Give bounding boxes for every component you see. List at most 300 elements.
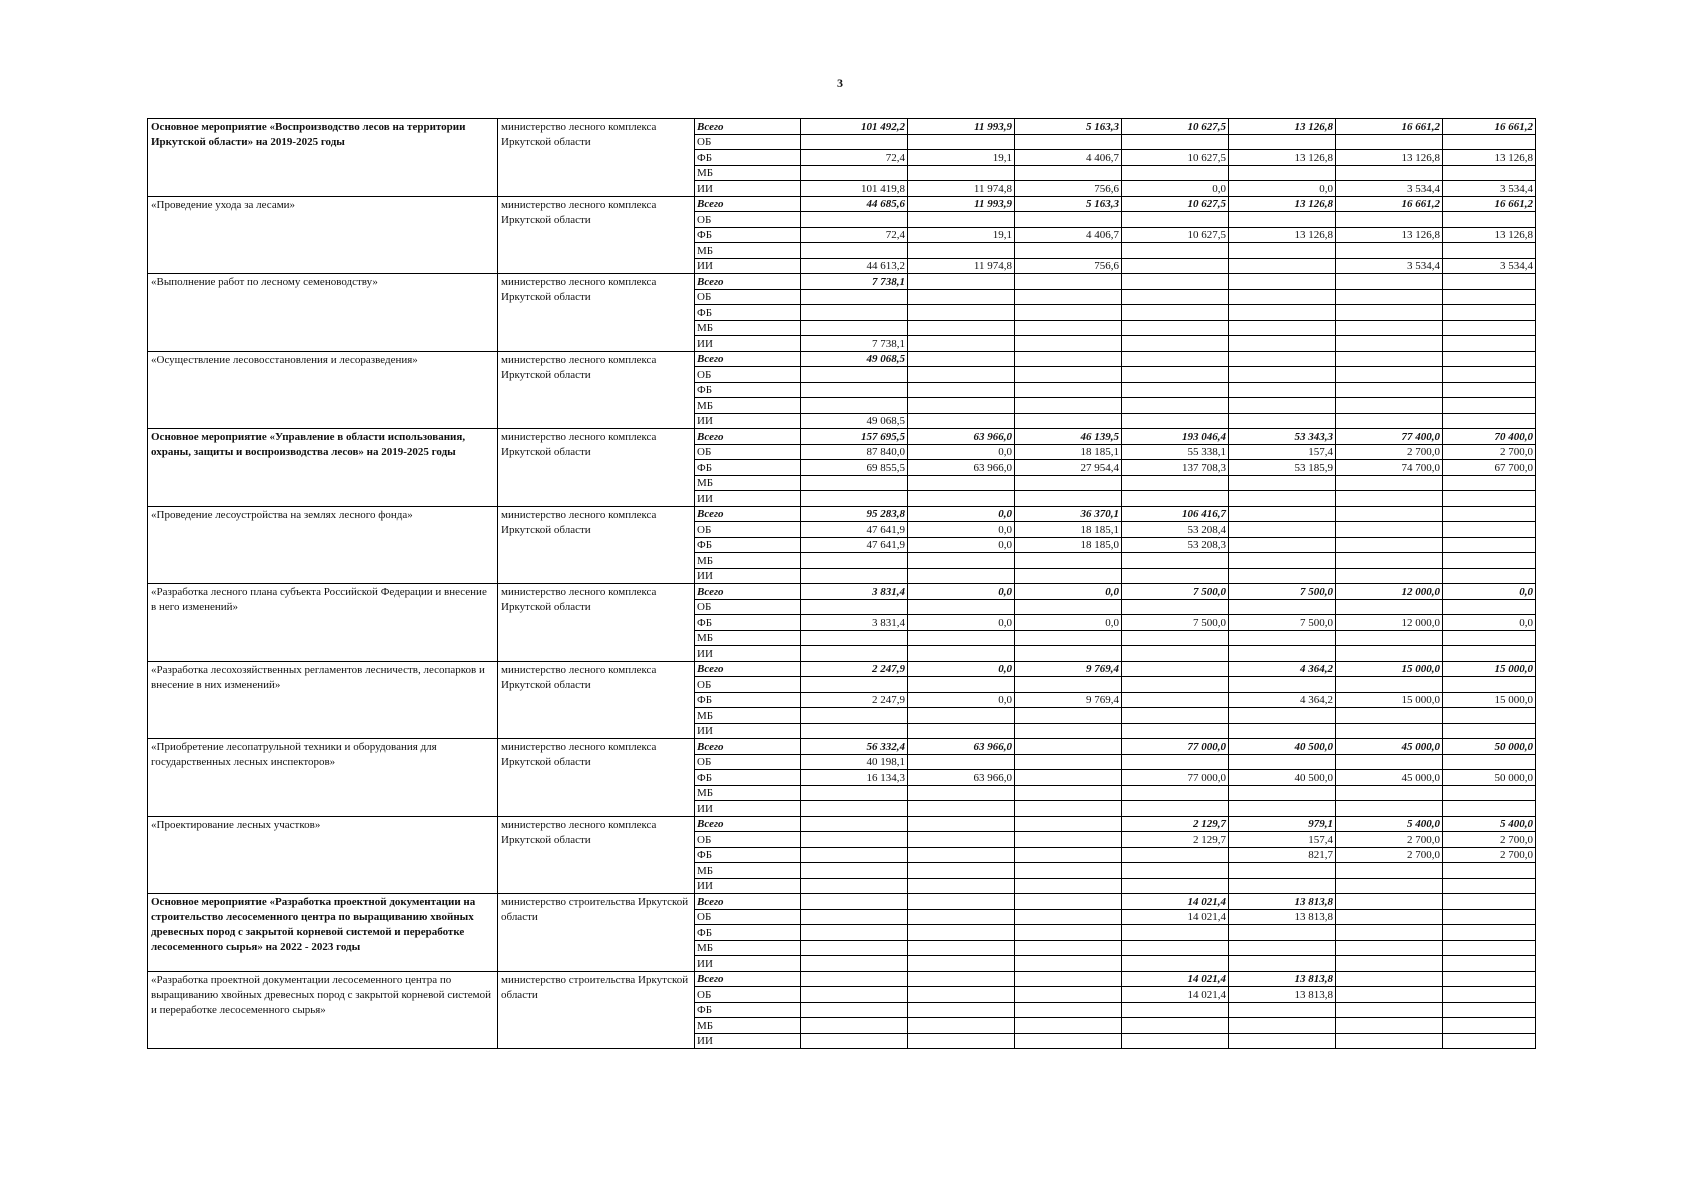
funding-source: ФБ — [695, 1002, 801, 1018]
amount-cell — [1229, 878, 1336, 894]
amount-cell — [1229, 134, 1336, 150]
amount-cell — [1443, 165, 1536, 181]
amount-cell — [1336, 568, 1443, 584]
amount-cell — [801, 956, 908, 972]
funding-source: ИИ — [695, 956, 801, 972]
amount-cell: 40 500,0 — [1229, 770, 1336, 786]
amount-cell — [801, 305, 908, 321]
table-row — [148, 196, 1536, 212]
funding-source: ФБ — [695, 847, 801, 863]
amount-cell — [1336, 1018, 1443, 1034]
amount-cell: 0,0 — [1015, 615, 1122, 631]
amount-cell — [1122, 351, 1229, 367]
amount-cell: 4 364,2 — [1229, 661, 1336, 677]
amount-cell: 0,0 — [1015, 584, 1122, 600]
amount-cell — [1229, 1033, 1336, 1049]
amount-cell — [801, 863, 908, 879]
amount-cell: 2 129,7 — [1122, 832, 1229, 848]
funding-source: ИИ — [695, 336, 801, 352]
amount-cell: 46 139,5 — [1015, 429, 1122, 445]
amount-cell — [801, 568, 908, 584]
amount-cell — [1015, 785, 1122, 801]
amount-cell — [1015, 599, 1122, 615]
amount-cell: 47 641,9 — [801, 522, 908, 538]
table-body — [148, 119, 1536, 1049]
amount-cell: 50 000,0 — [1443, 739, 1536, 755]
amount-cell — [801, 878, 908, 894]
funding-source: ОБ — [695, 599, 801, 615]
amount-cell: 13 126,8 — [1229, 227, 1336, 243]
funding-source: ИИ — [695, 878, 801, 894]
amount-cell — [1122, 940, 1229, 956]
amount-cell — [801, 320, 908, 336]
amount-cell — [1229, 398, 1336, 414]
funding-source: ОБ — [695, 212, 801, 228]
amount-cell: 15 000,0 — [1336, 661, 1443, 677]
amount-cell: 193 046,4 — [1122, 429, 1229, 445]
amount-cell — [1443, 243, 1536, 259]
amount-cell: 2 247,9 — [801, 692, 908, 708]
funding-source: Всего — [695, 274, 801, 290]
amount-cell — [1229, 956, 1336, 972]
amount-cell: 0,0 — [908, 506, 1015, 522]
funding-source: МБ — [695, 785, 801, 801]
amount-cell — [1443, 971, 1536, 987]
amount-cell — [801, 1002, 908, 1018]
amount-cell — [1229, 413, 1336, 429]
amount-cell: 40 500,0 — [1229, 739, 1336, 755]
amount-cell — [1015, 553, 1122, 569]
amount-cell — [1229, 801, 1336, 817]
amount-cell — [908, 274, 1015, 290]
amount-cell — [1229, 506, 1336, 522]
amount-cell — [801, 398, 908, 414]
activity-name: «Проведение лесоустройства на землях лесного фонда» — [148, 506, 498, 584]
amount-cell: 44 685,6 — [801, 196, 908, 212]
amount-cell — [1229, 367, 1336, 383]
amount-cell — [801, 553, 908, 569]
amount-cell — [1015, 1002, 1122, 1018]
amount-cell: 63 966,0 — [908, 429, 1015, 445]
amount-cell — [1229, 925, 1336, 941]
amount-cell — [1122, 258, 1229, 274]
funding-source: ФБ — [695, 382, 801, 398]
amount-cell: 0,0 — [908, 444, 1015, 460]
amount-cell — [908, 413, 1015, 429]
amount-cell: 7 738,1 — [801, 274, 908, 290]
amount-cell: 2 700,0 — [1336, 832, 1443, 848]
amount-cell — [908, 289, 1015, 305]
amount-cell — [1443, 894, 1536, 910]
funding-source: МБ — [695, 398, 801, 414]
amount-cell — [801, 367, 908, 383]
amount-cell — [908, 243, 1015, 259]
funding-source: ОБ — [695, 367, 801, 383]
amount-cell: 72,4 — [801, 227, 908, 243]
amount-cell — [1229, 785, 1336, 801]
amount-cell — [1122, 413, 1229, 429]
funding-source: Всего — [695, 661, 801, 677]
funding-source: Всего — [695, 739, 801, 755]
table-row — [148, 971, 1536, 987]
amount-cell — [1122, 754, 1229, 770]
amount-cell: 67 700,0 — [1443, 460, 1536, 476]
amount-cell: 45 000,0 — [1336, 770, 1443, 786]
amount-cell — [908, 382, 1015, 398]
amount-cell — [1229, 320, 1336, 336]
amount-cell: 3 534,4 — [1443, 181, 1536, 197]
amount-cell — [1229, 305, 1336, 321]
amount-cell — [1443, 336, 1536, 352]
amount-cell: 0,0 — [908, 584, 1015, 600]
amount-cell: 74 700,0 — [1336, 460, 1443, 476]
amount-cell — [1015, 1033, 1122, 1049]
amount-cell: 0,0 — [1443, 584, 1536, 600]
amount-cell — [1122, 630, 1229, 646]
amount-cell — [1336, 522, 1443, 538]
table-row — [148, 351, 1536, 367]
amount-cell: 14 021,4 — [1122, 894, 1229, 910]
amount-cell: 13 126,8 — [1336, 227, 1443, 243]
amount-cell — [1443, 475, 1536, 491]
funding-source: ИИ — [695, 1033, 801, 1049]
amount-cell — [801, 909, 908, 925]
amount-cell — [1443, 506, 1536, 522]
amount-cell — [801, 816, 908, 832]
amount-cell: 13 813,8 — [1229, 987, 1336, 1003]
amount-cell — [1015, 723, 1122, 739]
amount-cell — [908, 212, 1015, 228]
amount-cell: 15 000,0 — [1336, 692, 1443, 708]
amount-cell — [1229, 475, 1336, 491]
amount-cell — [801, 832, 908, 848]
funding-source: МБ — [695, 708, 801, 724]
amount-cell: 16 661,2 — [1336, 119, 1443, 135]
amount-cell — [908, 1002, 1015, 1018]
amount-cell: 53 208,4 — [1122, 522, 1229, 538]
amount-cell: 7 500,0 — [1122, 615, 1229, 631]
amount-cell — [1122, 925, 1229, 941]
amount-cell — [1336, 367, 1443, 383]
funding-source: Всего — [695, 894, 801, 910]
amount-cell: 18 185,1 — [1015, 444, 1122, 460]
amount-cell — [1015, 351, 1122, 367]
amount-cell — [1229, 940, 1336, 956]
amount-cell — [1336, 987, 1443, 1003]
funding-source: МБ — [695, 320, 801, 336]
amount-cell — [1336, 894, 1443, 910]
amount-cell — [1015, 646, 1122, 662]
activity-name: «Выполнение работ по лесному семеноводству» — [148, 274, 498, 352]
amount-cell — [1336, 398, 1443, 414]
activity-name: «Осуществление лесовосстановления и лесоразведения» — [148, 351, 498, 429]
amount-cell — [908, 863, 1015, 879]
amount-cell — [908, 599, 1015, 615]
amount-cell — [1122, 785, 1229, 801]
amount-cell: 72,4 — [801, 150, 908, 166]
amount-cell — [1443, 599, 1536, 615]
amount-cell — [1443, 630, 1536, 646]
amount-cell: 16 661,2 — [1336, 196, 1443, 212]
amount-cell: 10 627,5 — [1122, 196, 1229, 212]
amount-cell — [801, 708, 908, 724]
amount-cell — [1015, 243, 1122, 259]
amount-cell — [1122, 847, 1229, 863]
amount-cell: 14 021,4 — [1122, 971, 1229, 987]
amount-cell — [1443, 956, 1536, 972]
amount-cell — [1122, 568, 1229, 584]
amount-cell — [1122, 336, 1229, 352]
funding-source: Всего — [695, 351, 801, 367]
funding-source: ИИ — [695, 181, 801, 197]
amount-cell — [1336, 413, 1443, 429]
amount-cell: 13 126,8 — [1229, 196, 1336, 212]
amount-cell — [1336, 754, 1443, 770]
amount-cell — [908, 351, 1015, 367]
amount-cell — [1229, 537, 1336, 553]
amount-cell: 0,0 — [1229, 181, 1336, 197]
amount-cell: 7 500,0 — [1229, 584, 1336, 600]
amount-cell — [801, 491, 908, 507]
amount-cell — [908, 847, 1015, 863]
amount-cell: 137 708,3 — [1122, 460, 1229, 476]
amount-cell — [1229, 599, 1336, 615]
amount-cell — [1443, 878, 1536, 894]
amount-cell: 15 000,0 — [1443, 661, 1536, 677]
amount-cell: 50 000,0 — [1443, 770, 1536, 786]
amount-cell — [1443, 801, 1536, 817]
amount-cell — [908, 909, 1015, 925]
amount-cell — [1015, 305, 1122, 321]
amount-cell — [801, 1018, 908, 1034]
amount-cell — [1443, 723, 1536, 739]
amount-cell — [1336, 537, 1443, 553]
amount-cell — [1229, 754, 1336, 770]
funding-source: Всего — [695, 584, 801, 600]
amount-cell: 3 534,4 — [1336, 258, 1443, 274]
amount-cell — [1015, 909, 1122, 925]
amount-cell — [1229, 289, 1336, 305]
executor-name: министерство лесного комплекса Иркутской области — [498, 119, 695, 197]
amount-cell: 16 661,2 — [1443, 196, 1536, 212]
budget-table — [147, 118, 1536, 1049]
amount-cell: 40 198,1 — [801, 754, 908, 770]
table-row — [148, 661, 1536, 677]
amount-cell — [1229, 553, 1336, 569]
amount-cell: 49 068,5 — [801, 413, 908, 429]
amount-cell: 13 126,8 — [1229, 119, 1336, 135]
amount-cell — [1229, 630, 1336, 646]
amount-cell — [1336, 320, 1443, 336]
amount-cell — [1229, 382, 1336, 398]
amount-cell — [801, 382, 908, 398]
amount-cell — [1122, 599, 1229, 615]
amount-cell — [908, 894, 1015, 910]
funding-source: ФБ — [695, 692, 801, 708]
amount-cell — [1336, 956, 1443, 972]
amount-cell — [1336, 646, 1443, 662]
amount-cell — [1015, 630, 1122, 646]
amount-cell — [1015, 878, 1122, 894]
amount-cell — [1443, 274, 1536, 290]
amount-cell: 10 627,5 — [1122, 119, 1229, 135]
amount-cell — [1122, 475, 1229, 491]
amount-cell: 756,6 — [1015, 258, 1122, 274]
activity-name: Основное мероприятие «Разработка проектной документации на строительство лесосеменного центра по выращиванию хвойных древесных пород с закрытой корневой системой и переработке лесосеменного сырья» на 2022 - 2023 годы — [148, 894, 498, 972]
amount-cell — [1229, 165, 1336, 181]
amount-cell — [1229, 351, 1336, 367]
amount-cell: 69 855,5 — [801, 460, 908, 476]
funding-source: ИИ — [695, 646, 801, 662]
table-row — [148, 739, 1536, 755]
funding-source: ИИ — [695, 723, 801, 739]
amount-cell: 13 813,8 — [1229, 894, 1336, 910]
amount-cell: 12 000,0 — [1336, 584, 1443, 600]
amount-cell — [1229, 258, 1336, 274]
activity-name: «Разработка лесохозяйственных регламентов лесничеств, лесопарков и внесение в них изменений» — [148, 661, 498, 739]
funding-source: Всего — [695, 506, 801, 522]
executor-name: министерство лесного комплекса Иркутской области — [498, 429, 695, 507]
amount-cell — [908, 568, 1015, 584]
amount-cell: 18 185,1 — [1015, 522, 1122, 538]
funding-source: ОБ — [695, 522, 801, 538]
amount-cell: 49 068,5 — [801, 351, 908, 367]
amount-cell — [1122, 320, 1229, 336]
amount-cell: 11 974,8 — [908, 181, 1015, 197]
amount-cell: 3 534,4 — [1336, 181, 1443, 197]
executor-name: министерство лесного комплекса Иркутской области — [498, 661, 695, 739]
executor-name: министерство строительства Иркутской области — [498, 894, 695, 972]
amount-cell — [1015, 398, 1122, 414]
amount-cell: 106 416,7 — [1122, 506, 1229, 522]
amount-cell — [1336, 506, 1443, 522]
executor-name: министерство лесного комплекса Иркутской области — [498, 506, 695, 584]
amount-cell — [1229, 708, 1336, 724]
amount-cell — [908, 491, 1015, 507]
amount-cell — [1015, 971, 1122, 987]
amount-cell: 36 370,1 — [1015, 506, 1122, 522]
amount-cell: 0,0 — [908, 692, 1015, 708]
amount-cell: 3 534,4 — [1443, 258, 1536, 274]
funding-source: ИИ — [695, 258, 801, 274]
amount-cell: 77 000,0 — [1122, 770, 1229, 786]
amount-cell — [1336, 491, 1443, 507]
amount-cell — [1122, 305, 1229, 321]
amount-cell — [1443, 398, 1536, 414]
amount-cell — [1122, 382, 1229, 398]
amount-cell: 14 021,4 — [1122, 909, 1229, 925]
amount-cell — [908, 336, 1015, 352]
funding-source: ОБ — [695, 754, 801, 770]
amount-cell: 16 134,3 — [801, 770, 908, 786]
funding-source: Всего — [695, 816, 801, 832]
amount-cell: 95 283,8 — [801, 506, 908, 522]
amount-cell — [1229, 522, 1336, 538]
amount-cell — [1122, 243, 1229, 259]
amount-cell — [1443, 925, 1536, 941]
amount-cell — [908, 1018, 1015, 1034]
amount-cell — [1122, 863, 1229, 879]
amount-cell — [801, 289, 908, 305]
funding-source: МБ — [695, 553, 801, 569]
amount-cell — [908, 320, 1015, 336]
executor-name: министерство лесного комплекса Иркутской области — [498, 196, 695, 274]
funding-source: МБ — [695, 243, 801, 259]
activity-name: «Разработка лесного плана субъекта Российской Федерации и внесение в него изменений» — [148, 584, 498, 662]
amount-cell — [1015, 568, 1122, 584]
amount-cell — [801, 785, 908, 801]
amount-cell — [1015, 956, 1122, 972]
amount-cell — [1015, 894, 1122, 910]
amount-cell: 63 966,0 — [908, 770, 1015, 786]
amount-cell: 821,7 — [1229, 847, 1336, 863]
amount-cell — [1229, 243, 1336, 259]
amount-cell — [1443, 987, 1536, 1003]
funding-source: Всего — [695, 429, 801, 445]
amount-cell: 53 185,9 — [1229, 460, 1336, 476]
amount-cell — [1015, 165, 1122, 181]
amount-cell — [1336, 475, 1443, 491]
executor-name: министерство лесного комплекса Иркутской области — [498, 816, 695, 894]
funding-source: ИИ — [695, 491, 801, 507]
amount-cell — [1443, 863, 1536, 879]
amount-cell — [908, 630, 1015, 646]
amount-cell — [1015, 212, 1122, 228]
amount-cell — [1122, 1033, 1229, 1049]
amount-cell: 13 126,8 — [1443, 150, 1536, 166]
amount-cell — [1443, 940, 1536, 956]
amount-cell — [1443, 785, 1536, 801]
amount-cell — [1336, 863, 1443, 879]
amount-cell: 63 966,0 — [908, 460, 1015, 476]
amount-cell — [1122, 708, 1229, 724]
funding-source: МБ — [695, 475, 801, 491]
amount-cell — [1015, 925, 1122, 941]
amount-cell — [1015, 413, 1122, 429]
amount-cell — [1336, 243, 1443, 259]
amount-cell: 16 661,2 — [1443, 119, 1536, 135]
amount-cell: 2 129,7 — [1122, 816, 1229, 832]
amount-cell — [1443, 537, 1536, 553]
amount-cell: 756,6 — [1015, 181, 1122, 197]
amount-cell: 77 000,0 — [1122, 739, 1229, 755]
funding-source: ОБ — [695, 134, 801, 150]
amount-cell: 12 000,0 — [1336, 615, 1443, 631]
amount-cell — [801, 723, 908, 739]
amount-cell — [1443, 320, 1536, 336]
amount-cell: 0,0 — [908, 522, 1015, 538]
table-row — [148, 816, 1536, 832]
amount-cell — [1122, 165, 1229, 181]
amount-cell: 15 000,0 — [1443, 692, 1536, 708]
funding-source: ИИ — [695, 801, 801, 817]
funding-source: МБ — [695, 630, 801, 646]
amount-cell — [1336, 909, 1443, 925]
amount-cell: 7 500,0 — [1229, 615, 1336, 631]
amount-cell — [1336, 382, 1443, 398]
amount-cell: 18 185,0 — [1015, 537, 1122, 553]
amount-cell — [1015, 708, 1122, 724]
amount-cell — [1015, 289, 1122, 305]
amount-cell — [1015, 739, 1122, 755]
amount-cell — [1122, 491, 1229, 507]
amount-cell — [1015, 832, 1122, 848]
amount-cell: 5 400,0 — [1443, 816, 1536, 832]
amount-cell — [801, 894, 908, 910]
amount-cell — [1015, 336, 1122, 352]
table-row — [148, 274, 1536, 290]
amount-cell — [908, 165, 1015, 181]
